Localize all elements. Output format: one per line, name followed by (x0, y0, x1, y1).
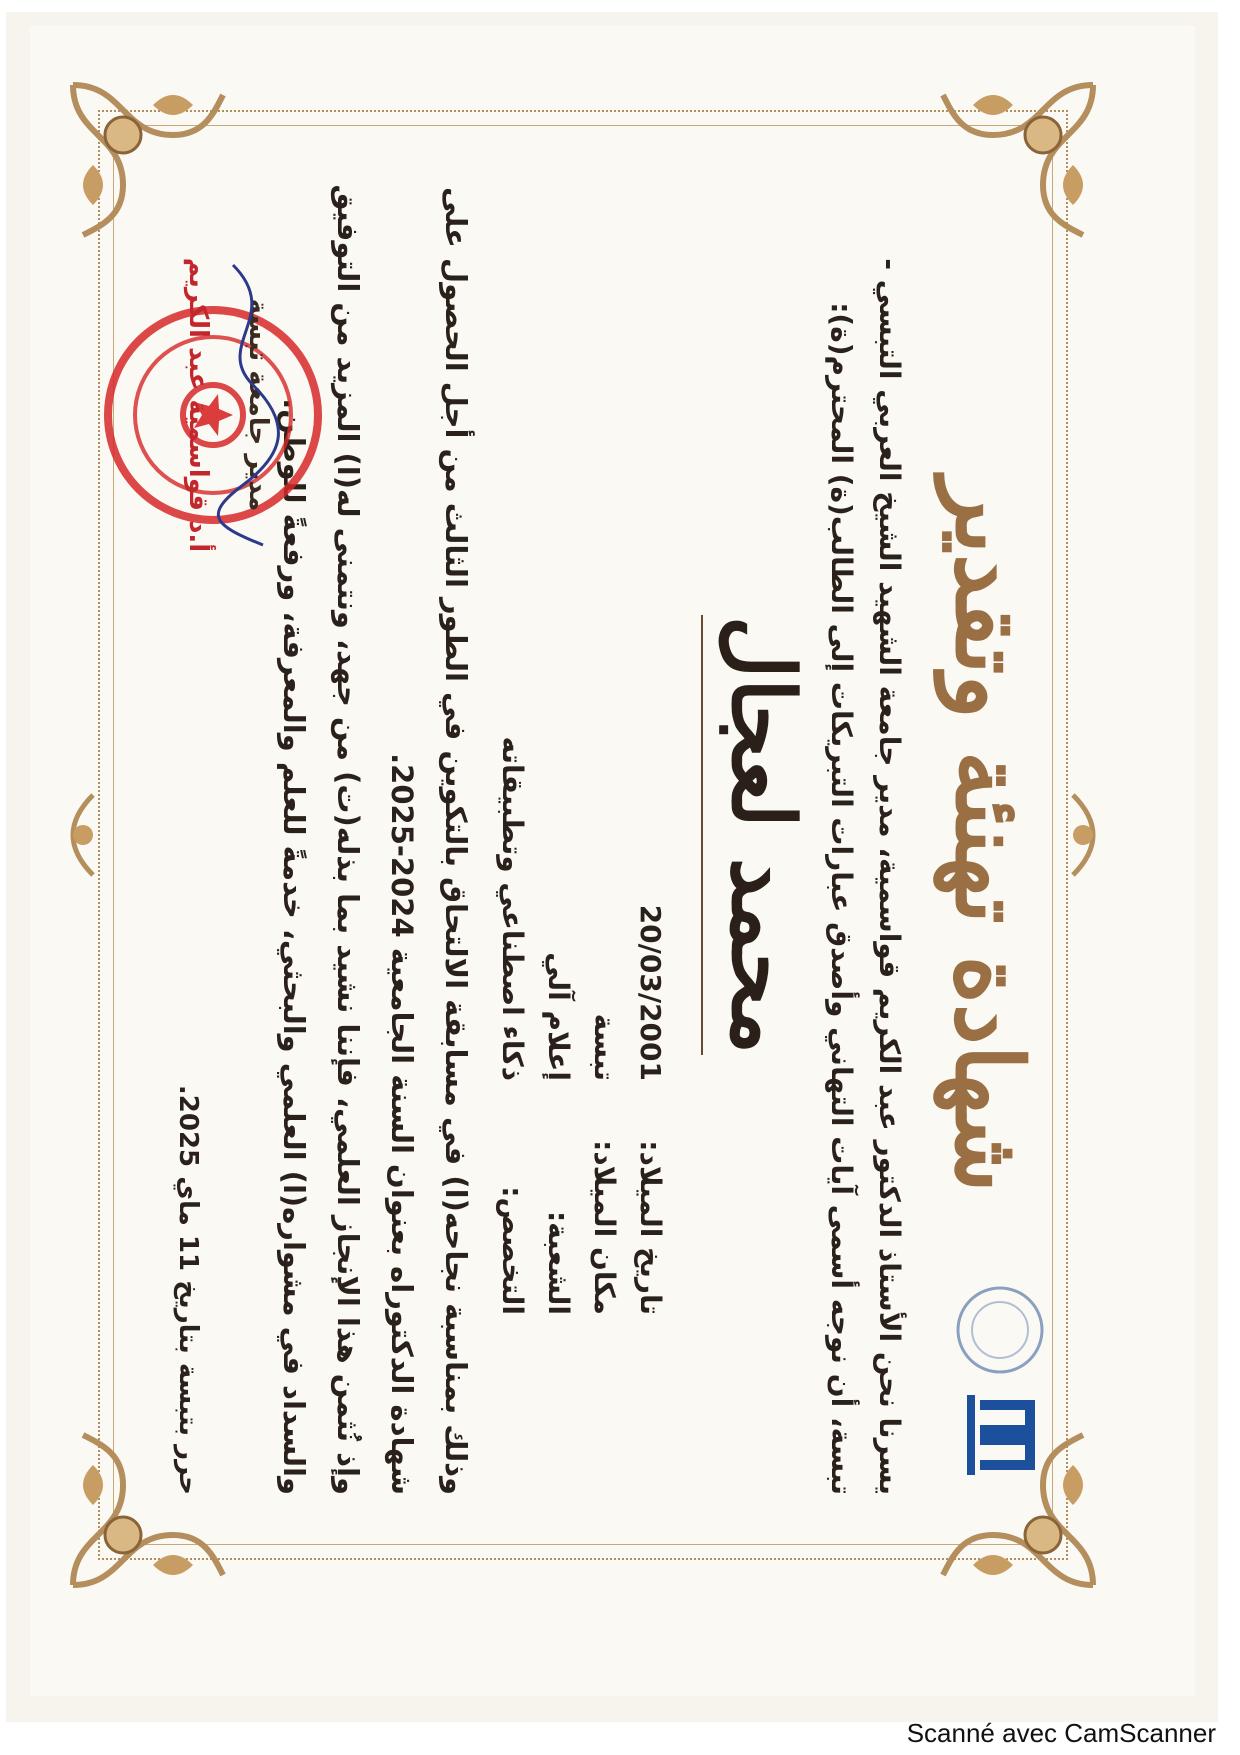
recipient-name: محمد لعجال (712, 615, 813, 1055)
issue-date: حرر بتبسة بتاريخ 11 ماي 2025. (173, 1084, 203, 1495)
detail-row-birth-place (581, 615, 627, 1315)
certificate-title: شهادة تهنئة وتقدير (935, 477, 1043, 1193)
detail-label: التخصص: (496, 1186, 529, 1315)
detail-value: 20/03/2001 (634, 904, 667, 1081)
detail-value: ذكاء اصطناعي وتطبيقاته (496, 736, 529, 1081)
detail-label: الشعبة: (542, 1210, 575, 1315)
body-paragraph-2: وإذ نُثمن هذا الإنجاز العلمي، فإننا نشيد بما بذله(ت) من جهد، ونتمنى له(ا) المزيد من التوفيق والسداد في مشواره(ا) العلمي والبحثي، خدمةً للعلم والمعرفة، ورفعةً للوطن. (277, 184, 365, 1495)
certificate (53, 55, 1113, 1615)
recipient-details (489, 615, 673, 1315)
detail-row-branch (535, 615, 581, 1315)
detail-label: مكان الميلاد: (588, 1140, 621, 1315)
detail-label: تاريخ الميلاد: (634, 1140, 667, 1315)
top-ornament-icon (1033, 785, 1113, 885)
body-paragraph-1: وذلك بمناسبة نجاحه(ا) في مسابقة الالتحاق بالتكوين في الطور الثالث من أجل الحصول على شهادة الدكتوراه بعنوان السنة الجامعية 2024-2025. (385, 186, 473, 1495)
bottom-ornament-icon (53, 785, 133, 885)
name-underline (701, 615, 703, 1055)
corner-ornament-icon (63, 1425, 233, 1595)
signature-icon (203, 255, 293, 555)
scanner-watermark: Scanné avec CamScanner (906, 1718, 1216, 1748)
certificate-intro: يسرنا نحن الأستاذ الدكتور عبد الكريم قواسمية، مدير جامعة الشهيد الشيخ العربي التبسي - تبسة، أن نوجه أسمى آيات التهاني وأصدق عبارات التبريكات إلى الطالب(ة) المحترم(ة): (825, 258, 906, 1495)
detail-row-birth-date (627, 615, 673, 1315)
detail-value: تبسة (588, 1013, 621, 1081)
detail-value: إعلام آلي (542, 952, 575, 1081)
detail-row-specialty (489, 615, 535, 1315)
signatory-title: مدير جامعة تبسة (243, 298, 273, 512)
signatory-name: أ.د قواسمية عبد الكريم (183, 257, 213, 553)
